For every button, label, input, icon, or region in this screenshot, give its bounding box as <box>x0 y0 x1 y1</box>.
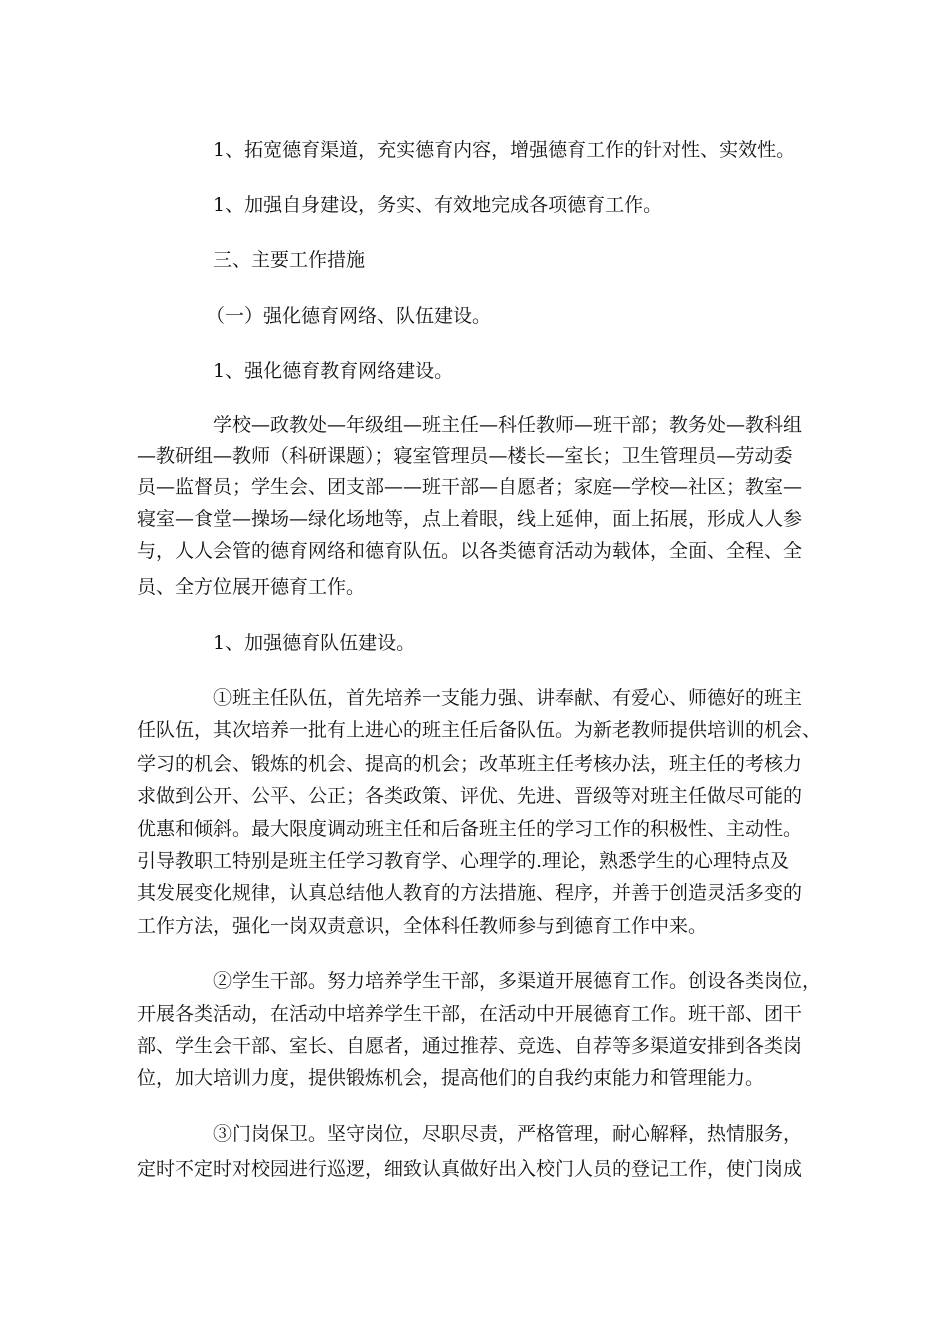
paragraph-teachers-line: 引导教职工特别是班主任学习教育学、心理学的.理论，熟悉学生的心理特点及 <box>137 850 790 872</box>
paragraph-teachers-line: 工作方法，强化一岗双责意识，全体科任教师参与到德育工作中来。 <box>137 915 708 937</box>
paragraph-teachers-line: 其发展变化规律，认真总结他人教育的方法措施、程序，并善于创造灵活多变的 <box>137 882 803 904</box>
subsection-heading: （一）强化德育网络、队伍建设。 <box>206 305 492 327</box>
paragraph-network-line: —教研组—教师（科研课题）；寝室管理员—楼长—室长；卫生管理员—劳动委 <box>137 445 793 467</box>
item-heading-network: 1、强化德育教育网络建设。 <box>213 360 454 382</box>
paragraph-teachers-line: 优惠和倾斜。最大限度调动班主任和后备班主任的学习工作的积极性、主动性。 <box>137 818 803 840</box>
paragraph-network-line: 寝室—食堂—操场—绿化场地等，点上着眼，线上延伸，面上拓展，形成人人参 <box>137 508 803 530</box>
section-heading: 三、主要工作措施 <box>213 249 366 271</box>
paragraph-network-line: 学校—政教处—年级组—班主任—科任教师—班干部；教务处—教科组 <box>213 414 803 436</box>
paragraph-goal-2: 1、加强自身建设，务实、有效地完成各项德育工作。 <box>213 194 663 216</box>
paragraph-teachers-line: 求做到公开、公平、公正；各类政策、评优、先进、晋级等对班主任做尽可能的 <box>137 785 803 807</box>
paragraph-guards-line: 定时不定时对校园进行巡逻，细致认真做好出入校门人员的登记工作，使门岗成 <box>137 1158 803 1180</box>
paragraph-teachers-line: 学习的机会、锻炼的机会、提高的机会；改革班主任考核办法，班主任的考核力 <box>137 753 803 775</box>
paragraph-teachers-line: 任队伍，其次培养一批有上进心的班主任后备队伍。为新老教师提供培训的机会、 <box>137 719 822 741</box>
paragraph-network-line: 员、全方位展开德育工作。 <box>137 576 366 598</box>
paragraph-guards-line: ③门岗保卫。坚守岗位，尽职尽责，严格管理，耐心解释，热情服务， <box>213 1123 803 1145</box>
paragraph-goal-1: 1、拓宽德育渠道，充实德育内容，增强德育工作的针对性、实效性。 <box>213 139 796 161</box>
paragraph-students-line: 部、学生会干部、室长、自愿者，通过推荐、竞选、自荐等多渠道安排到各类岗 <box>137 1035 803 1057</box>
paragraph-teachers-line: ①班主任队伍，首先培养一支能力强、讲奉献、有爱心、师德好的班主 <box>213 687 803 709</box>
paragraph-network-line: 员—监督员；学生会、团支部——班干部—自愿者；家庭—学校—社区；教室— <box>137 476 803 498</box>
paragraph-students-line: ②学生干部。努力培养学生干部，多渠道开展德育工作。创设各类岗位， <box>213 970 822 992</box>
paragraph-network-line: 与，人人会管的德育网络和德育队伍。以各类德育活动为载体，全面、全程、全 <box>137 540 803 562</box>
item-heading-team: 1、加强德育队伍建设。 <box>213 632 416 654</box>
paragraph-students-line: 位，加大培训力度，提供锻炼机会，提高他们的自我约束能力和管理能力。 <box>137 1067 765 1089</box>
paragraph-students-line: 开展各类活动，在活动中培养学生干部，在活动中开展德育工作。班干部、团干 <box>137 1003 803 1025</box>
